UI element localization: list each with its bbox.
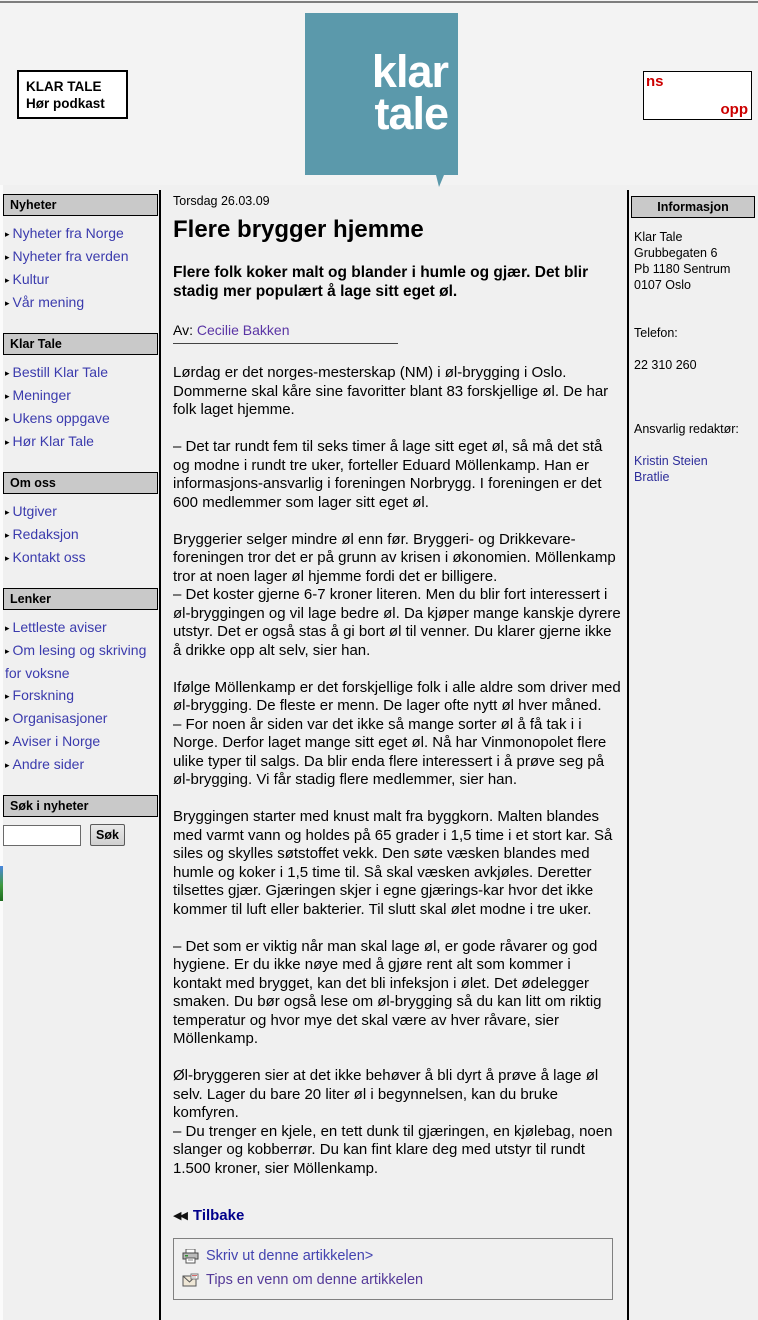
sidebar-item-forskning[interactable] bbox=[5, 684, 158, 707]
sidebar-item-organisasjoner[interactable] bbox=[5, 707, 158, 730]
article-body bbox=[173, 364, 621, 1178]
sidebar-section-sok bbox=[3, 795, 158, 846]
info-editor bbox=[634, 405, 755, 485]
bullet-arrow-icon: ▸ bbox=[5, 553, 10, 563]
article-paragraph: Ifølge Möllenkamp er det forskjellige folk i alle aldre som driver med øl-brygging. De fleste er menn. De lager ofte nytt øl hver måned. – For noen år siden var det ikke så mange sorter øl å få tak i i Norge. Derfor laget mange sitt eget øl. Nå har Vinmonopolet flere ulike typer til salgs. Da blir enda flere interessert i å prøve seg på øl-brygging. Vi får stadig flere medlemmer, sier han. bbox=[173, 678, 621, 788]
article-paragraph: Øl-bryggeren sier at det ikke behøver å bli dyrt å prøve å lage øl selv. Lager du bare 20 liter øl i begynnelsen, kan du bruke komfyren. – Du trenger en kjele, en tett dunk til gjæringen, en kjølebag, noen slanger og kobberrør. Du kan fint klare deg med utstyr til rundt 1.500 kroner, sier Möllenkamp. bbox=[173, 1067, 613, 1177]
sidebar-item-label: Hør Klar Tale bbox=[12, 433, 94, 449]
bullet-arrow-icon: ▸ bbox=[5, 737, 10, 747]
sidebar-item-label: Forskning bbox=[12, 687, 74, 703]
search-section-title: Søk i nyheter bbox=[3, 795, 158, 817]
byline-prefix: Av: bbox=[173, 322, 197, 338]
sidebar-section-nyheter bbox=[3, 194, 158, 314]
bullet-arrow-icon: ▸ bbox=[5, 714, 10, 724]
article-title: Flere brygger hjemme bbox=[173, 216, 424, 243]
sidebar-item-label: Andre sider bbox=[12, 756, 85, 772]
byline bbox=[173, 322, 398, 344]
sidebar-item-om-lesing[interactable] bbox=[5, 639, 158, 684]
klartale-logo[interactable] bbox=[305, 13, 458, 175]
article-paragraph: Lørdag er det norges-mesterskap (NM) i øl-brygging i Oslo. Dommerne skal kåre sine favoritter blant 83 forskjellige øl. De har folk laget hjemme. bbox=[173, 364, 609, 418]
editor-name-link[interactable]: Kristin Steien Bratlie bbox=[634, 454, 708, 484]
sidebar-item-label: Utgiver bbox=[12, 503, 57, 519]
sidebar-item-redaksjon[interactable] bbox=[5, 523, 158, 546]
article-paragraph: Bryggerier selger mindre øl enn før. Bryggeri- og Drikkevare-foreningen tror det er på grunn av krisen i økonomien. Möllenkamp tror at noen lager øl hjemme fordi det er billigere. – Det koster gjerne 6-7 kroner literen. Men du blir fort interessert i øl-bryggingen og vil lage bedre øl. Da kjøper mange kanskje dyrere utstyr. Det er også stas å gi bort øl til venner. Du klarer gjerne ikke å drikke opp alt selv, sier han. bbox=[173, 530, 621, 659]
bullet-arrow-icon: ▸ bbox=[5, 437, 10, 447]
back-row bbox=[173, 1207, 621, 1224]
bullet-arrow-icon: ▸ bbox=[5, 691, 10, 701]
bullet-arrow-icon: ▸ bbox=[5, 229, 10, 239]
bullet-arrow-icon: ▸ bbox=[5, 623, 10, 633]
article-date: Torsdag 26.03.09 bbox=[173, 194, 270, 208]
sidebar-section-title: Lenker bbox=[3, 588, 158, 610]
double-left-arrow-icon: ◀◀ bbox=[173, 1210, 186, 1222]
article-actions-box bbox=[173, 1238, 613, 1300]
sidebar-item-kultur[interactable] bbox=[5, 268, 158, 291]
bullet-arrow-icon: ▸ bbox=[5, 368, 10, 378]
info-address: Klar Tale Grubbegaten 6 Pb 1180 Sentrum 0107 Oslo bbox=[634, 230, 731, 292]
left-column-divider bbox=[159, 190, 161, 1320]
article-lead: Flere folk koker malt og blander i humle og gjær. Det blir stadig mer populært å lage sitt eget øl. bbox=[173, 264, 589, 300]
sidebar-item-lettleste-aviser[interactable] bbox=[5, 616, 158, 639]
search-button[interactable]: Søk bbox=[90, 824, 125, 846]
sidebar-item-label: Redaksjon bbox=[12, 526, 79, 542]
print-article-link[interactable]: Skriv ut denne artikkelen> bbox=[206, 1248, 374, 1264]
logo-word-2: tale bbox=[374, 88, 448, 139]
article-paragraph: Bryggingen starter med knust malt fra byggkorn. Malten blandes med varmt vann og holdes på 65 grader i 1,5 time i et stort kar. Så siles og skylles søtstoffet vekk. Den søte væsken blandes med humle og koker i 1,5 time til. Så skal væsken avkjøles. Deretter tilsettes gjær. Gjæringen skjer i egne gjærings-kar hvor det ikke kommer til luft eller bakterier. Til slutt skal ølet modne i tre uker. bbox=[173, 808, 613, 918]
klartale-logo-text bbox=[371, 46, 448, 139]
sidebar-item-kontakt-oss[interactable] bbox=[5, 546, 158, 569]
sidebar-item-var-mening[interactable] bbox=[5, 291, 158, 314]
bullet-arrow-icon: ▸ bbox=[5, 252, 10, 262]
sidebar-item-label: Ukens oppgave bbox=[12, 410, 110, 426]
sidebar-item-utgiver[interactable] bbox=[5, 500, 158, 523]
article-main bbox=[173, 190, 621, 1300]
envelope-icon bbox=[182, 1273, 199, 1288]
bullet-arrow-icon: ▸ bbox=[5, 275, 10, 285]
sidebar-nav bbox=[3, 194, 158, 846]
logo-speech-tail bbox=[436, 175, 444, 187]
podcast-button-line1: KLAR TALE bbox=[26, 79, 102, 94]
info-phone-number: 22 310 260 bbox=[634, 358, 697, 372]
sidebar-item-aviser-i-norge[interactable] bbox=[5, 730, 158, 753]
sidebar-item-label: Organisasjoner bbox=[12, 710, 108, 726]
sidebar-item-label: Meninger bbox=[12, 387, 71, 403]
sidebar-item-nyheter-fra-norge[interactable] bbox=[5, 222, 158, 245]
ad-banner[interactable] bbox=[643, 71, 752, 120]
back-link[interactable]: Tilbake bbox=[192, 1207, 245, 1224]
bullet-arrow-icon: ▸ bbox=[5, 298, 10, 308]
sidebar-section-klar-tale bbox=[3, 333, 158, 453]
sidebar-item-label: Kontakt oss bbox=[12, 549, 86, 565]
logo-word-1: klar bbox=[371, 46, 448, 97]
print-article-row[interactable] bbox=[182, 1248, 602, 1264]
ad-text-bottom: opp bbox=[720, 101, 748, 118]
sidebar-section-title: Nyheter bbox=[3, 194, 158, 216]
bullet-arrow-icon: ▸ bbox=[5, 507, 10, 517]
bullet-arrow-icon: ▸ bbox=[5, 414, 10, 424]
sidebar-item-nyheter-fra-verden[interactable] bbox=[5, 245, 158, 268]
right-column-divider bbox=[627, 190, 629, 1320]
info-panel bbox=[631, 196, 755, 501]
tip-friend-row[interactable] bbox=[182, 1272, 602, 1288]
info-panel-title: Informasjon bbox=[631, 196, 755, 218]
article-paragraph: – Det tar rundt fem til seks timer å lage sitt eget øl, så må det stå og modne i rundt tre uker, forteller Eduard Möllenkamp. Han er informasjons-ansvarlig i foreningen Norbrygg. I foreningen er det 600 medlemmer som lager sitt eget øl. bbox=[173, 438, 603, 511]
sidebar-item-ukens-oppgave[interactable] bbox=[5, 407, 158, 430]
sidebar-item-label: Nyheter fra verden bbox=[12, 248, 129, 264]
page-header bbox=[0, 0, 758, 185]
search-input[interactable] bbox=[3, 825, 81, 846]
sidebar-item-label: Om lesing og skriving for voksne bbox=[5, 642, 147, 681]
sidebar-section-title: Om oss bbox=[3, 472, 158, 494]
ad-text-top: ns bbox=[646, 73, 664, 90]
sidebar-item-label: Lettleste aviser bbox=[12, 619, 107, 635]
sidebar-item-label: Kultur bbox=[12, 271, 50, 287]
sidebar-item-label: Vår mening bbox=[12, 294, 85, 310]
left-edge-color-strip bbox=[0, 866, 3, 901]
info-phone bbox=[634, 309, 755, 389]
sidebar-item-andre-sider[interactable] bbox=[5, 753, 158, 776]
byline-author-link[interactable]: Cecilie Bakken bbox=[196, 322, 290, 338]
article-paragraph: – Det som er viktig når man skal lage øl, er gode råvarer og god hygiene. Er du ikke nøye med å gjøre rent alt som kommer i kontakt med brygget, kan det bli infeksjon i ølet. Det ødelegger smaken. Du bør også lese om øl-brygging så du kan litt om riktig temperatur og hvor mye det skal være av hver råvare, sier Möllenkamp. bbox=[173, 937, 602, 1047]
sidebar-section-lenker bbox=[3, 588, 158, 776]
printer-icon bbox=[182, 1249, 199, 1264]
sidebar-item-meninger[interactable] bbox=[5, 384, 158, 407]
sidebar-item-label: Nyheter fra Norge bbox=[12, 225, 124, 241]
info-phone-label: Telefon: bbox=[634, 326, 678, 340]
info-editor-label: Ansvarlig redaktør: bbox=[634, 422, 739, 436]
bullet-arrow-icon: ▸ bbox=[5, 391, 10, 401]
sidebar-item-label: Aviser i Norge bbox=[12, 733, 101, 749]
tip-friend-link[interactable]: Tips en venn om denne artikkelen bbox=[206, 1272, 424, 1288]
sidebar-section-title: Klar Tale bbox=[3, 333, 158, 355]
bullet-arrow-icon: ▸ bbox=[5, 760, 10, 770]
podcast-button[interactable] bbox=[17, 70, 128, 119]
sidebar-item-bestill-klar-tale[interactable] bbox=[5, 361, 158, 384]
sidebar-section-om-oss bbox=[3, 472, 158, 569]
bullet-arrow-icon: ▸ bbox=[5, 530, 10, 540]
top-border-line bbox=[0, 1, 758, 3]
bullet-arrow-icon: ▸ bbox=[5, 646, 10, 656]
podcast-button-line2: Hør podkast bbox=[26, 96, 105, 111]
sidebar-item-hor-klar-tale[interactable] bbox=[5, 430, 158, 453]
sidebar-item-label: Bestill Klar Tale bbox=[12, 364, 108, 380]
